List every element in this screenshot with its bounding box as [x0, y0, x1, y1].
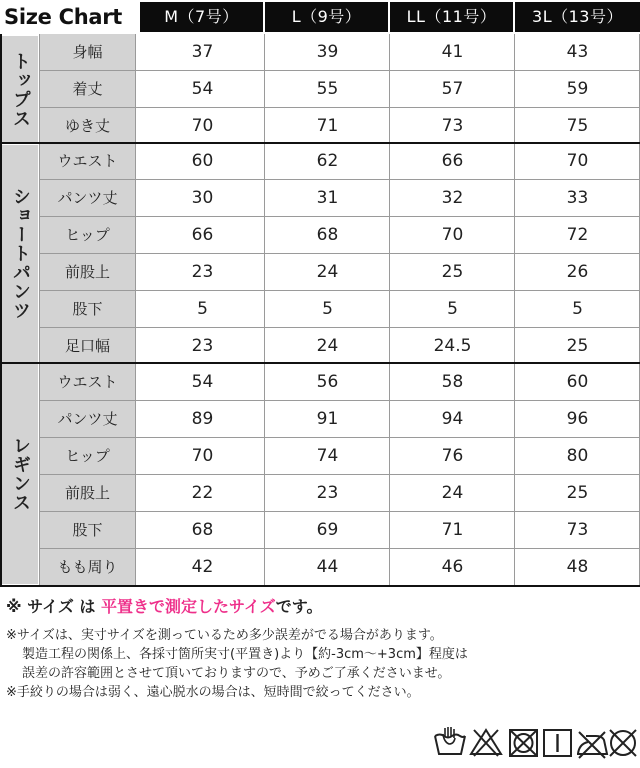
grid-line [135, 34, 136, 586]
grid-line [40, 290, 640, 291]
grid-line [40, 327, 640, 328]
table-row [0, 254, 640, 291]
row-label: 股下 [40, 512, 135, 549]
cell-l: 55 [316, 79, 339, 99]
grid-line [40, 216, 640, 217]
row-label: ウエスト [40, 143, 135, 180]
cell-l: 5 [322, 299, 333, 319]
cell-ll: 41 [441, 42, 464, 62]
row-label: パンツ丈 [40, 180, 135, 217]
note-highlight: 平置きで測定したサイズ [101, 597, 276, 616]
table-row [0, 364, 640, 401]
cell-m: 5 [197, 299, 208, 319]
note-prefix: ※ サイズ は [6, 597, 101, 616]
cell-ll: 24 [441, 483, 464, 503]
cell-3l: 59 [566, 79, 589, 99]
note-line-4: ※手絞りの場合は弱く、遠心脱水の場合は、短時間で絞ってください。 [6, 685, 420, 700]
cell-3l: 70 [566, 151, 589, 171]
note-line-1: ※サイズは、実寸サイズを測っているため多少誤差がでる場合があります。 [6, 628, 443, 643]
cell-l: 39 [316, 42, 339, 62]
cell-l: 91 [316, 409, 339, 429]
cell-l: 74 [316, 446, 339, 466]
row-label: 着丈 [40, 71, 135, 108]
column-header-ll: LL（11号） [390, 2, 513, 32]
note-line-3: 誤差の許容範囲とさせて頂いておりますので、予めご了承くださいませ。 [22, 666, 451, 681]
grid-line [514, 34, 515, 586]
cell-m: 60 [191, 151, 214, 171]
cell-l: 24 [316, 336, 339, 356]
row-label: もも周り [40, 549, 135, 586]
line-dry-icon [540, 724, 576, 764]
table-row [0, 475, 640, 512]
row-label: ヒップ [40, 217, 135, 254]
measurement-note [6, 594, 322, 617]
table-row [0, 34, 640, 71]
row-label: パンツ丈 [40, 401, 135, 438]
row-label: ヒップ [40, 438, 135, 475]
cell-ll: 76 [441, 446, 464, 466]
cell-ll: 5 [447, 299, 458, 319]
section-divider [0, 142, 640, 144]
cell-m: 42 [191, 557, 214, 577]
iron-low-icon [574, 724, 610, 764]
table-row [0, 108, 640, 145]
table-row [0, 512, 640, 549]
cell-l: 24 [316, 262, 339, 282]
section-label: ショートパンツ [10, 187, 31, 320]
cell-m: 68 [191, 520, 214, 540]
cell-ll: 24.5 [433, 336, 472, 356]
cell-ll: 70 [441, 225, 464, 245]
table-header [0, 0, 640, 34]
cell-m: 89 [191, 409, 214, 429]
cell-ll: 94 [441, 409, 464, 429]
cell-m: 22 [191, 483, 214, 503]
cell-l: 68 [316, 225, 339, 245]
cell-3l: 43 [566, 42, 589, 62]
table-row [0, 143, 640, 180]
table-row [0, 438, 640, 475]
table-row [0, 328, 640, 365]
cell-3l: 73 [566, 520, 589, 540]
cell-m: 23 [191, 336, 214, 356]
table-left-border [0, 34, 2, 586]
cell-ll: 73 [441, 116, 464, 136]
column-header-3l: 3L（13号） [515, 2, 640, 32]
cell-l: 62 [316, 151, 339, 171]
table-row [0, 291, 640, 328]
row-label: 股下 [40, 291, 135, 328]
grid-line [389, 34, 390, 586]
cell-3l: 5 [572, 299, 583, 319]
cell-3l: 80 [566, 446, 589, 466]
grid-line [40, 437, 640, 438]
cell-m: 70 [191, 116, 214, 136]
grid-line [40, 548, 640, 549]
cell-m: 66 [191, 225, 214, 245]
cell-3l: 25 [566, 483, 589, 503]
cell-3l: 75 [566, 116, 589, 136]
cell-m: 70 [191, 446, 214, 466]
cell-3l: 25 [566, 336, 589, 356]
section-label: トップス [10, 51, 31, 128]
cell-l: 69 [316, 520, 339, 540]
cell-l: 44 [316, 557, 339, 577]
row-label: 足口幅 [40, 328, 135, 365]
note-suffix: です。 [275, 597, 323, 616]
cell-ll: 66 [441, 151, 464, 171]
grid-line [40, 179, 640, 180]
cell-3l: 48 [566, 557, 589, 577]
cell-ll: 57 [441, 79, 464, 99]
column-header-l: L（9号） [265, 2, 388, 32]
grid-line [264, 34, 265, 586]
cell-3l: 26 [566, 262, 589, 282]
grid-line [40, 474, 640, 475]
grid-line [39, 34, 40, 586]
grid-line [40, 400, 640, 401]
cell-3l: 33 [566, 188, 589, 208]
column-header-m: M（7号） [140, 2, 263, 32]
cell-ll: 71 [441, 520, 464, 540]
cell-m: 54 [191, 79, 214, 99]
row-label: ゆき丈 [40, 108, 135, 145]
note-line-2: 製造工程の関係上、各採寸箇所実寸(平置き)より【約-3cm〜+3cm】程度は [22, 647, 468, 662]
grid-line [40, 70, 640, 71]
cell-ll: 46 [441, 557, 464, 577]
cell-3l: 96 [566, 409, 589, 429]
row-label: 身幅 [40, 34, 135, 71]
row-label: 前股上 [40, 475, 135, 512]
cell-ll: 58 [441, 372, 464, 392]
cell-l: 56 [316, 372, 339, 392]
row-label: 前股上 [40, 254, 135, 291]
cell-3l: 60 [566, 372, 589, 392]
cell-m: 54 [191, 372, 214, 392]
table-row [0, 217, 640, 254]
table-row [0, 180, 640, 217]
cell-l: 71 [316, 116, 339, 136]
cell-m: 30 [191, 188, 214, 208]
grid-line [40, 253, 640, 254]
section-label: レギンス [10, 436, 31, 512]
no-dry-clean-icon [606, 724, 640, 764]
section-divider [0, 362, 640, 364]
chart-title: Size Chart [4, 5, 123, 29]
table-bottom-border [0, 585, 640, 587]
cell-m: 23 [191, 262, 214, 282]
row-label: ウエスト [40, 364, 135, 401]
table-row [0, 549, 640, 586]
hand-wash-icon [432, 724, 468, 764]
grid-line [40, 511, 640, 512]
table-row [0, 401, 640, 438]
cell-l: 23 [316, 483, 339, 503]
cell-3l: 72 [566, 225, 589, 245]
cell-l: 31 [316, 188, 339, 208]
no-tumble-dry-icon [506, 724, 542, 764]
cell-ll: 25 [441, 262, 464, 282]
no-bleach-icon [468, 724, 504, 764]
cell-ll: 32 [441, 188, 464, 208]
cell-m: 37 [191, 42, 214, 62]
grid-line [40, 107, 640, 108]
table-row [0, 71, 640, 108]
